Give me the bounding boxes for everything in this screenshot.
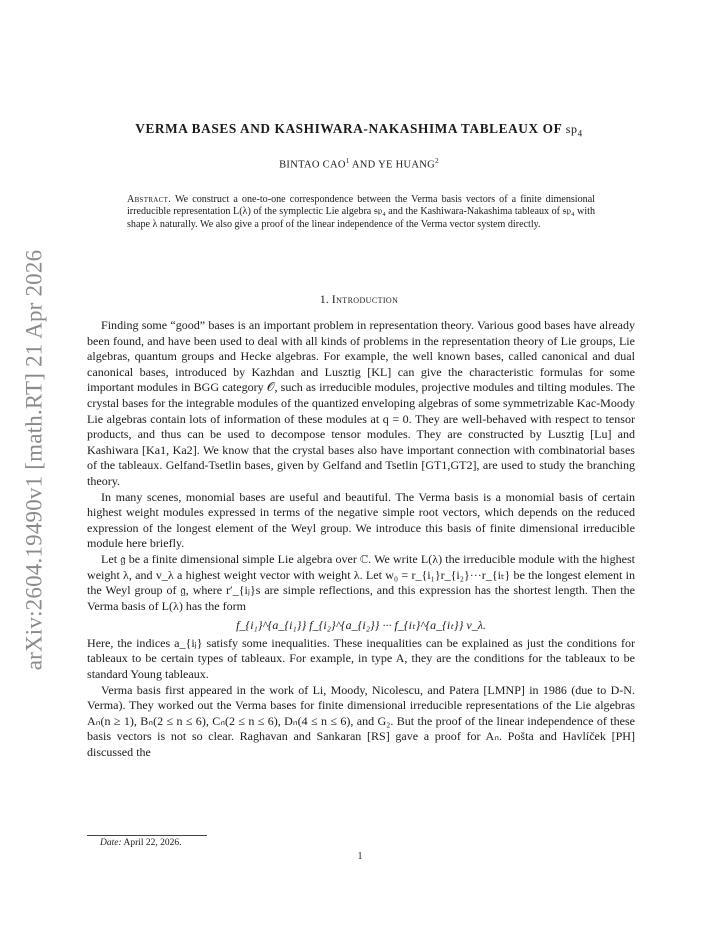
section-title: Introduction [331, 292, 399, 306]
footnote-rule [87, 835, 207, 836]
footnote-label: Date: [100, 838, 122, 848]
abstract-label: Abstract. [127, 194, 172, 205]
footnote [100, 838, 182, 848]
paragraph: Verma basis first appeared in the work of Li, Moody, Nicolescu, and Patera [LMNP] in 1986 (due to D-N. Verma). They worked out the Verma bases for finite dimensional irreducible representations of the Lie algebras Aₙ(n ≥ 1), Bₙ(2 ≤ n ≤ 6), Cₙ(2 ≤ n ≤ 6), Dₙ(4 ≤ n ≤ 6), and G₂. But the proof of the linear independence of these basis vectors is not so clear. Raghavan and Sankaran [RS] gave a proof for Aₙ. Pošta and Havlíček [PH] discussed the [87, 682, 635, 760]
section-number: 1. [319, 292, 329, 306]
arxiv-identifier: arXiv:2604.19490v1 [math.RT] 21 Apr 2026 [21, 249, 47, 671]
paragraph: Let 𝔤 be a finite dimensional simple Lie algebra over ℂ. We write L(λ) the irreducible module with the highest weight λ, and v_λ a highest weight vector with weight λ. Let w₀ = r_{i₁}r_{i₂}···r_{iₜ} be the longest element in the Weyl group of 𝔤, where r′_{iⱼ}s are simple reflections, and this expression has the shortest length. Then the Verma basis of L(λ) has the form [87, 551, 635, 613]
paper-title [80, 121, 638, 138]
author-affiliation-mark: 1 [345, 157, 350, 165]
display-formula: f_{i₁}^{a_{i₁}} f_{i₂}^{a_{i₂}} ··· f_{iₜ}^{a_{iₜ}} v_λ. [236, 618, 486, 633]
author-joiner: AND [351, 159, 376, 171]
title-symbol-subscript: 4 [577, 128, 583, 139]
title-symbol-text: sp [565, 122, 578, 136]
arxiv-sidebar-stamp [4, 249, 64, 671]
footnote-value: April 22, 2026. [123, 838, 182, 848]
author-name: BINTAO CAO [279, 159, 346, 171]
paper-title-text: VERMA BASES AND KASHIWARA-NAKASHIMA TABLEAUX OF [135, 121, 562, 136]
body-text [87, 318, 635, 761]
paragraph: In many scenes, monomial bases are useful and beautiful. The Verma basis is a monomial basis of certain highest weight modules expressed in terms of the negative simple root vectors, which depends on the reduced expression of the longest element of the Weyl group. We introduce this basis of finite dimensional irreducible module here briefly. [87, 489, 635, 551]
abstract [127, 194, 595, 231]
author-name: YE HUANG [378, 159, 436, 171]
author-affiliation-mark: 2 [435, 157, 439, 165]
paper-title-symbol [565, 122, 583, 139]
paragraph: Here, the indices a_{iⱼ} satisfy some inequalities. These inequalities can be explained as just the conditions for tableaux to be certain types of tableaux. For example, in type A, they are the conditions for the tableaux to be standard Young tableaux. [87, 635, 635, 682]
section-heading [80, 292, 638, 307]
page-number: 1 [357, 851, 363, 862]
author-line [80, 157, 638, 171]
abstract-text: We construct a one-to-one correspondence between the Verma basis vectors of a finite dimensional irreducible representation L(λ) of the symplectic Lie algebra 𝔰𝔭₄ and the Kashiwara-Nakashima tableaux of 𝔰𝔭₄ with shape λ naturally. We also give a proof of the linear independence of the Verma vector system directly. [127, 194, 595, 230]
paragraph: Finding some “good” bases is an important problem in representation theory. Various good bases have already been found, and have been used to deal with all kinds of problems in the representation theory of Lie groups, Lie algebras, quantum groups and Hecke algebras. For example, the well known bases, called canonical and dual canonical bases, introduced by Kazhdan and Lusztig [KL] can give the characteristic formulas for some important modules in BGG category 𝒪, such as irreducible modules, projective modules and tilting modules. The crystal bases for the integrable modules of the quantized enveloping algebras of some symmetrizable Kac-Moody Lie algebras contain lots of information of these modules at q = 0. They are well-behaved with respect to tensor products, and thus can be used to decompose tensor modules. They are constructed by Lusztig [Lu] and Kashiwara [Ka1, Ka2]. We know that the crystal bases also have important connection with combinatorial bases of the tableaux. Gelfand-Tsetlin bases, given by Gelfand and Tsetlin [GT1,GT2], are used to study the branching theory. [87, 318, 635, 488]
